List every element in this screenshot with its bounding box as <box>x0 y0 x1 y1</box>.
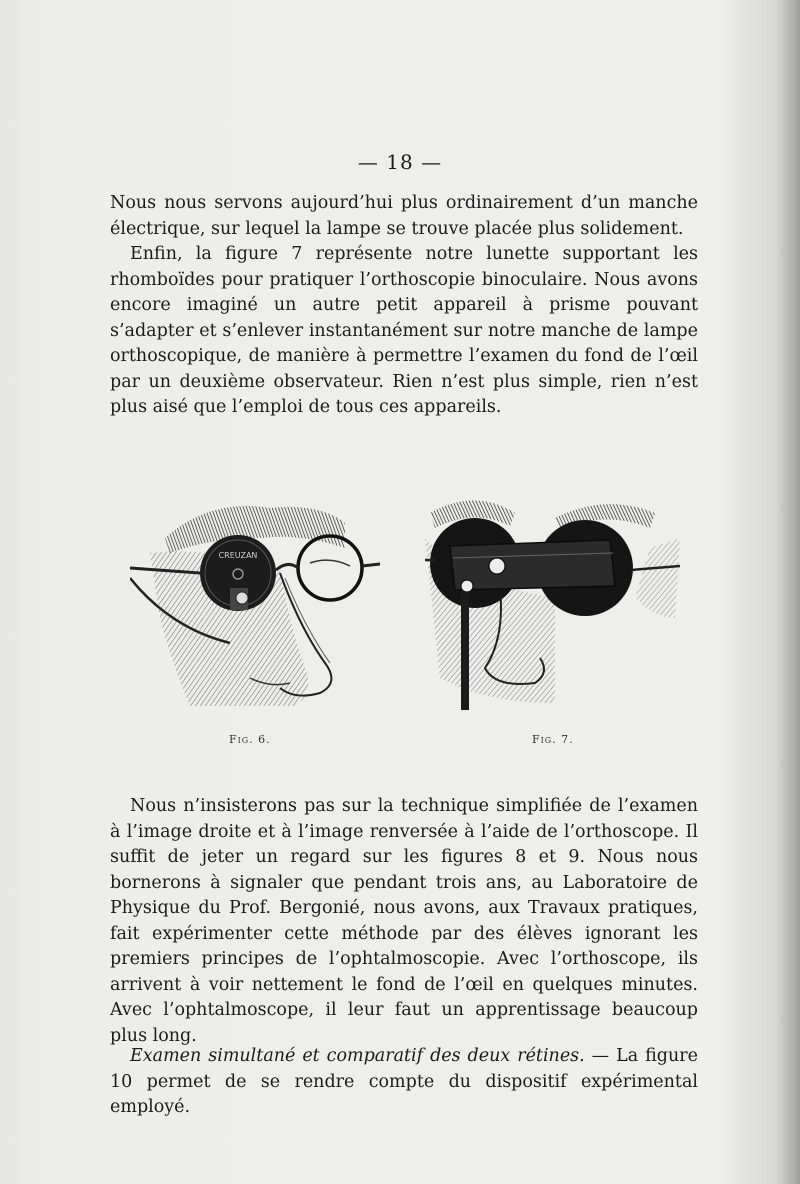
paragraph-2-text: Nous n’insisterons pas sur la technique simplifiée de l’examen à l’image droite et à l’image renversée à l’aide de l’orthoscope. Il suffit de jeter un regard sur les figures 8 et 9. Nous nous bornerons à signaler que pendant trois ans, au Laboratoire de Physique du Prof. Bergonié, nous avons, aux Travaux pratiques, fait expérimenter cette méthode par des élèves ignorant les premiers principes de l’ophtalmoscopie. Avec l’orthoscope, ils arrivent à voir nettement le fond de l’œil en quelques minutes. Avec l’ophtalmoscope, il leur faut un apprentissage beaucoup plus long. <box>110 796 698 1046</box>
section-heading-italic: Examen simultané et comparatif des deux rétines. <box>130 1046 585 1066</box>
figure-6-engraving <box>130 478 380 710</box>
figure-6-stamp: CREUZAN <box>218 551 258 560</box>
figure-7-engraving <box>425 478 685 710</box>
figure-6-illustration <box>130 478 380 710</box>
paragraph-3-text: — La figure 10 permet de se rendre compte du dispositif expérimental employé. <box>110 1046 698 1117</box>
paragraph-1-line-b: Enfin, la figure 7 représente notre lunette supportant les rhomboïdes pour pratiquer l’orthoscopie binoculaire. Nous avons encore imaginé un autre petit appareil à prisme pouvant s’adapter et s’enlever instantanément sur notre manche de lampe orthoscopique, de manière à permettre l’examen du fond de l’œil par un deuxième observateur. Rien n’est plus simple, rien n’est plus aisé que l’emploi de tous ces appareils. <box>110 244 698 417</box>
figure-7-illustration <box>425 478 685 710</box>
paragraph-3 <box>110 1044 698 1121</box>
paragraph-1 <box>110 191 698 421</box>
page-number: — 18 — <box>357 150 443 174</box>
paragraph-2 <box>110 794 698 1049</box>
figure-6-caption: Fig. 6. <box>229 733 271 746</box>
figure-7-caption: Fig. 7. <box>532 733 574 746</box>
paragraph-1-line-a: Nous nous servons aujourd’hui plus ordinairement d’un manche électrique, sur lequel la lampe se trouve placée plus solidement. <box>110 193 698 239</box>
